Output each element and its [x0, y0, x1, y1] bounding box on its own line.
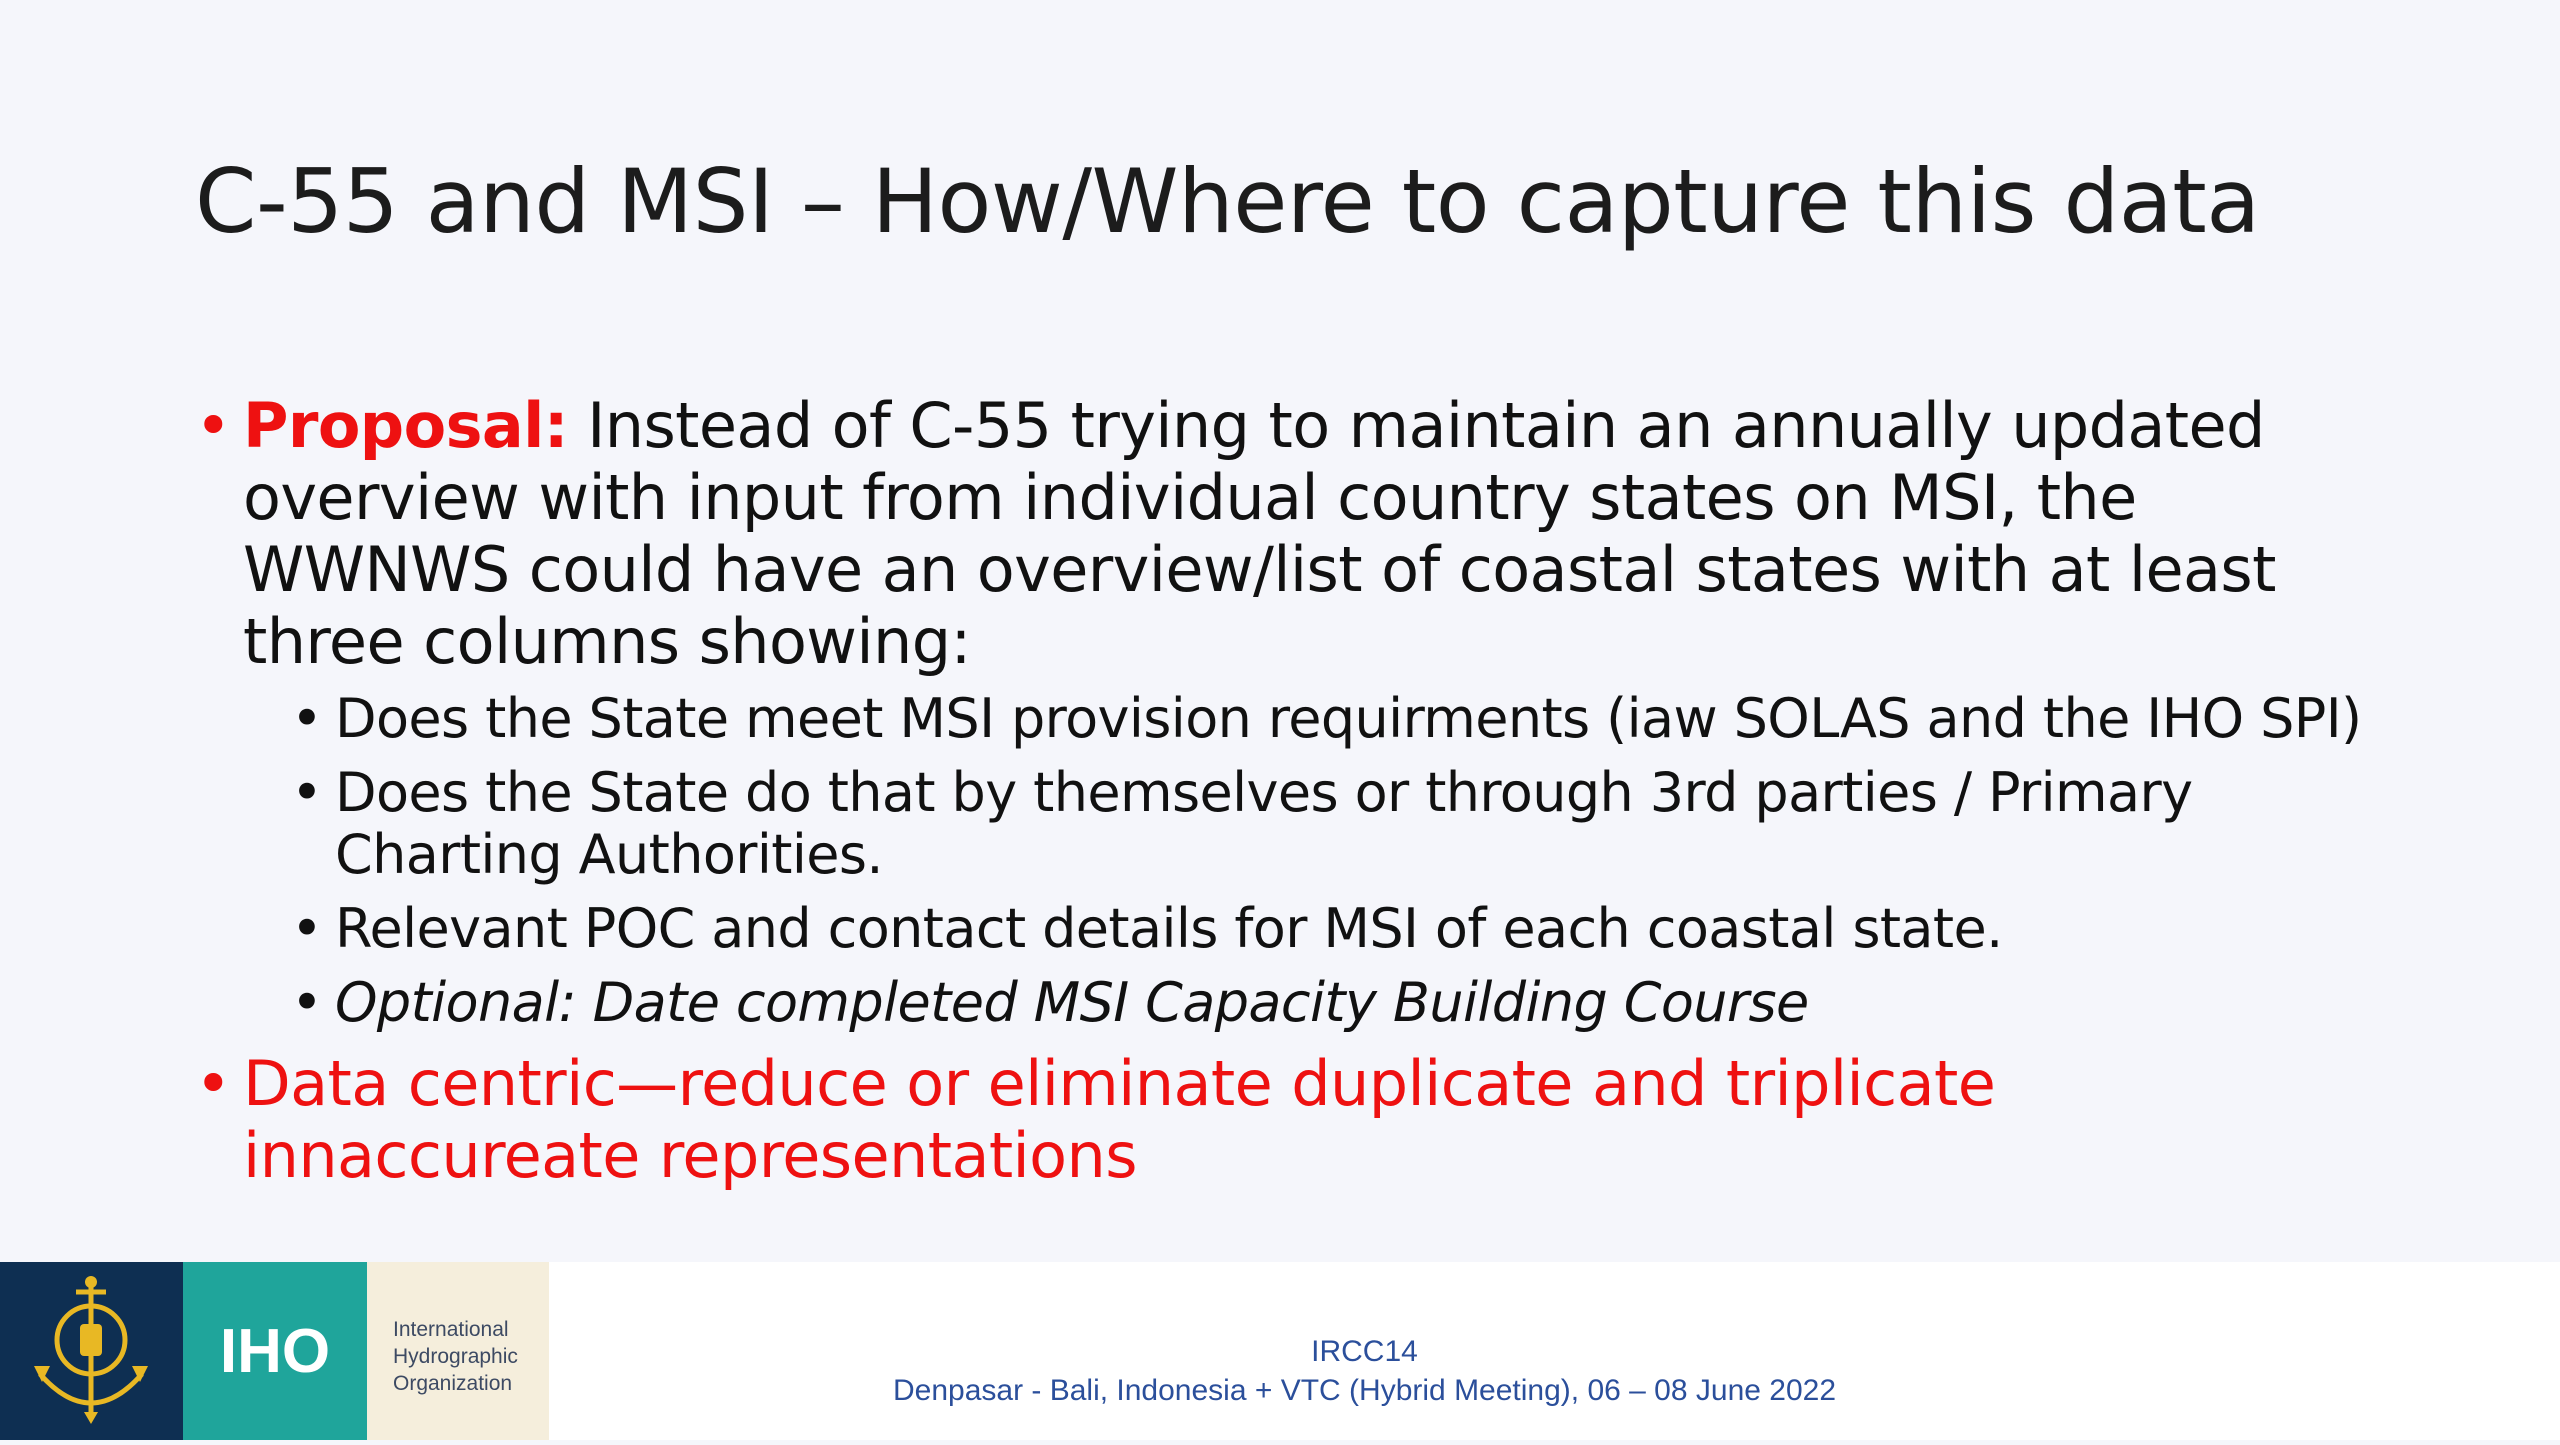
- iho-emblem-logo: [0, 1262, 183, 1440]
- slide-title: C-55 and MSI – How/Where to capture this data: [195, 150, 2260, 253]
- org-name-line: Organization: [393, 1372, 513, 1395]
- meeting-location: Denpasar - Bali, Indonesia + VTC (Hybrid Meeting), 06 – 08 June 2022: [892, 1374, 1837, 1407]
- sub-bullet-item-optional: [291, 972, 2395, 1034]
- sub-bullet-item: [291, 898, 2395, 960]
- proposal-text: Instead of C-55 trying to maintain an annually updated overview with input from individual country states on MSI, the WWNWS could have an overview/list of coastal states with at least three columns showing:: [243, 389, 2276, 678]
- slide-body: [195, 390, 2395, 1192]
- proposal-label: Proposal:: [243, 389, 568, 462]
- sub-bullet-item: [291, 688, 2395, 750]
- sub-bullet-item: [291, 762, 2395, 886]
- org-name-line: International: [393, 1318, 509, 1341]
- meeting-name: IRCC14: [1311, 1335, 1418, 1368]
- sub-bullet-list: [195, 688, 2395, 1034]
- bullet-data-centric: [195, 1048, 2395, 1192]
- iho-logo: IHO: [183, 1262, 367, 1440]
- sub-bullet-text: Optional: Date completed MSI Capacity Building Course: [335, 971, 1809, 1034]
- bullet-glyph: •: [195, 389, 231, 462]
- bullet-glyph: •: [195, 1047, 231, 1120]
- footer-meeting-info: [549, 1332, 2180, 1410]
- footer-bar: [0, 1262, 2560, 1440]
- sub-bullet-text: Relevant POC and contact details for MSI of each coastal state.: [335, 897, 2003, 960]
- organization-name-logo: [367, 1262, 549, 1440]
- bullet-glyph: •: [291, 971, 323, 1034]
- bullet-proposal: [195, 390, 2395, 678]
- anchor-emblem-icon: [0, 1262, 183, 1440]
- sub-bullet-text: Does the State do that by themselves or through 3rd parties / Primary Charting Authorities.: [335, 761, 2193, 886]
- org-name-line: Hydrographic: [393, 1345, 518, 1368]
- bullet-glyph: •: [291, 897, 323, 960]
- data-centric-text: Data centric—reduce or eliminate duplicate and triplicate innaccureate representations: [243, 1047, 1996, 1192]
- bullet-glyph: •: [291, 761, 323, 824]
- bullet-glyph: •: [291, 687, 323, 750]
- sub-bullet-text: Does the State meet MSI provision requirments (iaw SOLAS and the IHO SPI): [335, 687, 2362, 750]
